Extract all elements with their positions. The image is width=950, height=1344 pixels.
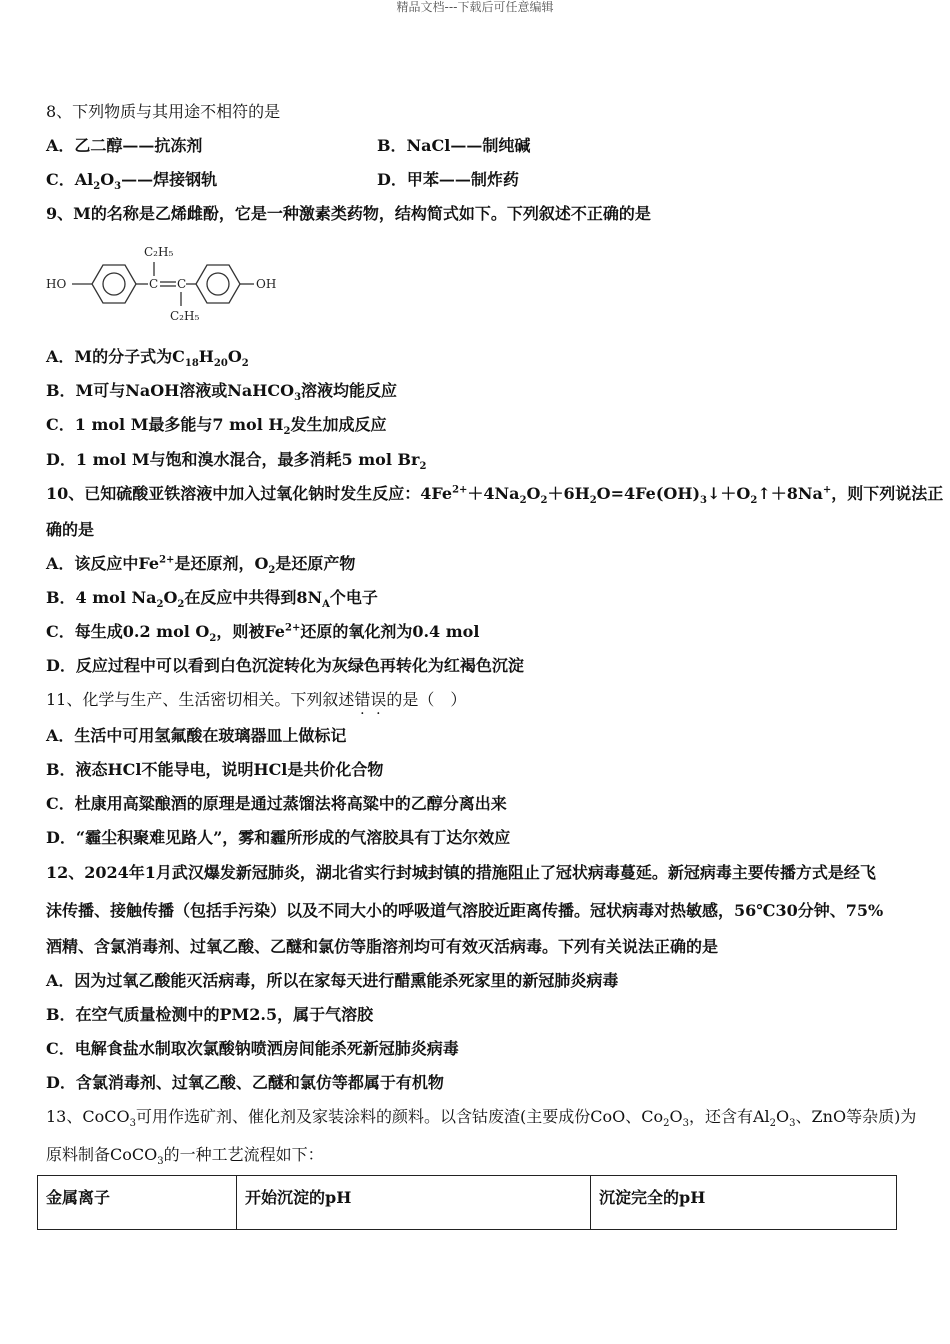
struct-ethyl-top: C₂H₅ — [144, 245, 174, 259]
q10-stem-line2: 确的是 — [46, 520, 95, 539]
q8-stem: 8、下列物质与其用途不相符的是 — [46, 102, 281, 121]
q9-stem: 9、M的名称是乙烯雌酚，它是一种激素类药物，结构简式如下。下列叙述不正确的是 — [46, 204, 651, 223]
q10-option-d: D．反应过程中可以看到白色沉淀转化为灰绿色再转化为红褐色沉淀 — [46, 656, 524, 675]
struct-c-left: C — [149, 277, 159, 291]
struct-ho-label: HO — [46, 277, 67, 291]
q11-option-d: D．“霾尘积聚难见路人”，雾和霾所形成的气溶胶具有丁达尔效应 — [46, 828, 511, 847]
q11-option-a: A．生活中可用氢氟酸在玻璃器皿上做标记 — [46, 726, 347, 745]
table-header-cell: 沉淀完全的pH — [591, 1176, 897, 1230]
q10-option-b: B．4 mol $Na_2O_2$在反应中共得到$8N_A$个电子 — [46, 588, 378, 611]
table-header-cell: 金属离子 — [38, 1176, 237, 1230]
q12-option-d: D．含氯消毒剂、过氧乙酸、乙醚和氯仿等都属于有机物 — [46, 1073, 444, 1092]
table-header-cell: 开始沉淀的pH — [237, 1176, 591, 1230]
q8-option-c: C．$Al_2O_3——$焊接钢轨 — [46, 170, 218, 193]
q12-option-a: A．因为过氧乙酸能灭活病毒，所以在家每天进行醋熏能杀死家里的新冠肺炎病毒 — [46, 971, 619, 990]
structural-formula — [40, 240, 290, 325]
q9-option-d: D．1 mol M与饱和溴水混合，最多消耗5 mol $Br_2$ — [46, 450, 427, 473]
struct-oh-label: OH — [256, 277, 277, 291]
q12-option-c: C．电解食盐水制取次氯酸钠喷洒房间能杀死新冠肺炎病毒 — [46, 1039, 459, 1058]
q11-option-b: B．液态HCl不能导电，说明HCl是共价化合物 — [46, 760, 384, 779]
q12-stem-line2: 沫传播、接触传播（包括手污染）以及不同大小的呼吸道气溶胶近距离传播。冠状病毒对热敏感，56℃30分钟、75% — [46, 901, 884, 920]
q9-option-b: B．M可与NaOH溶液或NaHCO$_3$溶液均能反应 — [46, 381, 398, 404]
q12-option-b: B．在空气质量检测中的PM2.5，属于气溶胶 — [46, 1005, 374, 1024]
q11-stem: 11、化学与生产、生活密切相关。下列叙述错误的是（ ） — [46, 690, 467, 709]
page-header: 精品文档---下载后可任意编辑 — [396, 0, 554, 14]
q12-stem-line3: 酒精、含氯消毒剂、过氧乙酸、乙醚和氯仿等脂溶剂均可有效灭活病毒。下列有关说法正确的是 — [46, 937, 719, 956]
table-row — [38, 1176, 897, 1230]
q10-option-a: A．该反应中$Fe^{2+}$是还原剂，$O_2$是还原产物 — [46, 554, 356, 577]
q11-option-c: C．杜康用高粱酿酒的原理是通过蒸馏法将高粱中的乙醇分离出来 — [46, 794, 507, 813]
q13-stem-line2: 原料制备CoCO$_3$的一种工艺流程如下： — [46, 1145, 324, 1168]
q8-option-d: D．甲苯——制炸药 — [377, 170, 519, 189]
q9-option-c: C．1 mol M最多能与7 mol $H_2$发生加成反应 — [46, 415, 387, 438]
q12-stem-line1: 12、2024年1月武汉爆发新冠肺炎，湖北省实行封城封镇的措施阻止了冠状病毒蔓延。新冠病毒主要传播方式是经飞 — [46, 863, 876, 882]
ph-table — [37, 1175, 897, 1230]
q10-stem-line1: 10、已知硫酸亚铁溶液中加入过氧化钠时发生反应：$4Fe^{2+}+4Na_2O_2+6H_2O=4Fe(OH)_3↓+O_2↑+8Na^+$，则下列说法正 — [46, 484, 944, 507]
q13-stem-line1: 13、CoCO$_3$可用作选矿剂、催化剂及家装涂料的颜料。以含钴废渣(主要成份CoO、$Co_2O_3$，还含有$Al_2O_3$、ZnO等杂质)为 — [46, 1107, 917, 1130]
struct-ethyl-bottom: C₂H₅ — [170, 309, 200, 323]
q8-option-b: B．NaCl——制纯碱 — [377, 136, 531, 155]
q10-option-c: C．每生成0.2 mol $O_2$，则被$Fe^{2+}$还原的氧化剂为0.4 mol — [46, 622, 480, 645]
q8-option-a: A．乙二醇——抗冻剂 — [46, 136, 203, 155]
struct-c-right: C — [177, 277, 187, 291]
q9-option-a: A．M的分子式为$C_{18}H_{20}O_2$ — [46, 347, 249, 370]
